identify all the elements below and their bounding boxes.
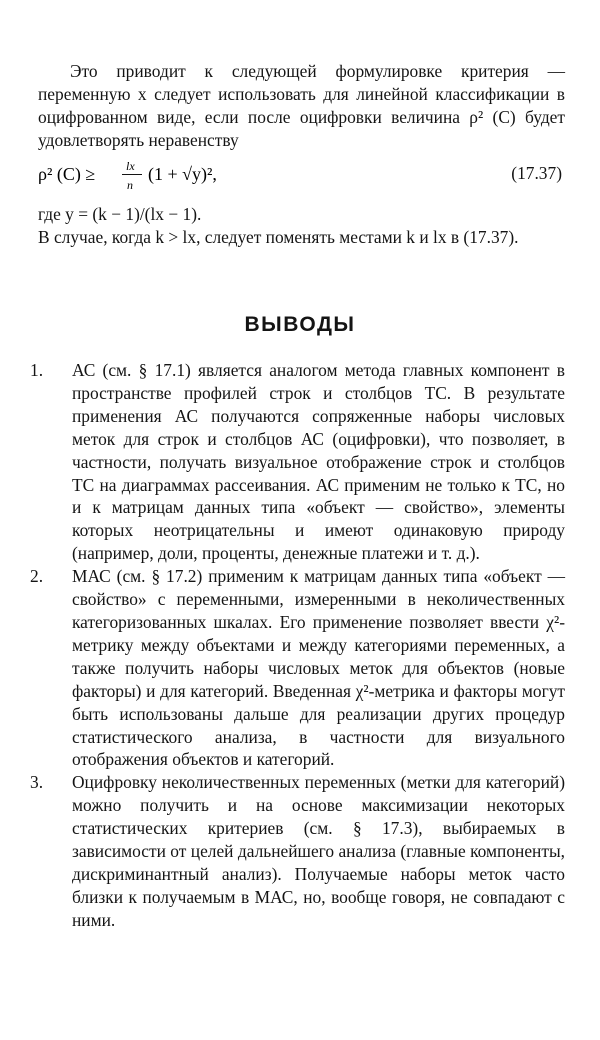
equation-number: (17.37) <box>511 163 562 183</box>
conclusion-item <box>30 359 565 565</box>
item-text: МАС (см. § 17.2) применим к матрицам данных типа «объект — свойство» с переменными, измеренными в неколичественных категоризованных шкалах. Его применение позволяет ввести χ²-метрику между объектами и между категориями переменных, а также получить наборы числовых меток для объектов (новые факторы) и для категорий. Введенная χ²-метрика и факторы могут быть использованы дальше для реализации других процедур статистического анализа, в частности для визуального отображения объектов и категорий. <box>72 566 565 770</box>
item-text: Оцифровку неколичественных переменных (метки для категорий) можно получить и на основе максимизации некоторых статистических критериев (см. § 17.3), выбираемых в зависимости от целей дальнейшего анализа (главные компоненты, дискриминантный анализ). Получаемые наборы меток часто близки к получаемым в МАС, но, вообще говоря, не совпадают с ними. <box>72 772 565 930</box>
definition-block <box>38 203 565 249</box>
formula-graphic <box>38 150 378 200</box>
conclusions-list <box>30 359 565 932</box>
item-text: АС (см. § 17.1) является аналогом метода главных компонент в пространстве профилей строк и столбцов ТС. В результате применения АС получаются сопряженные наборы числовых меток для строк и столбцов АС (оцифровки), что позволяет, в частности, получать визуальное отображение строк и столбцов ТС на диаграммах рассеивания. АС применим не только к ТС, но и к матрицам данных типа «объект — свойство», элементы которых неотрицательны и имеют одинаковую природу (например, доли, проценты, денежные платежи и т. д.). <box>72 360 565 564</box>
formula-17-37 <box>38 150 562 200</box>
conclusion-item <box>30 771 565 931</box>
section-heading: ВЫВОДЫ <box>244 313 356 336</box>
formula-rhs: (1 + √y)², <box>148 164 217 184</box>
formula-denominator: n <box>127 178 133 192</box>
intro-paragraph: Это приводит к следующей формулировке критерия — переменную x следует использовать для линейной классификации в оцифрованном виде, если после оцифровки величина ρ² (C) будет удовлетворять неравенству <box>38 61 565 150</box>
item-number: 3. <box>30 772 44 793</box>
formula-numerator: lx <box>126 159 135 173</box>
swap-note: В случае, когда k > lx, следует поменять местами k и lx в (17.37). <box>38 226 519 247</box>
intro-block <box>38 60 565 152</box>
conclusion-item <box>30 565 565 771</box>
where-line: где y = (k − 1)/(lx − 1). <box>38 204 202 224</box>
formula-lhs: ρ² (C) ≥ <box>38 164 96 184</box>
item-number: 2. <box>30 566 44 587</box>
item-number: 1. <box>30 360 44 380</box>
